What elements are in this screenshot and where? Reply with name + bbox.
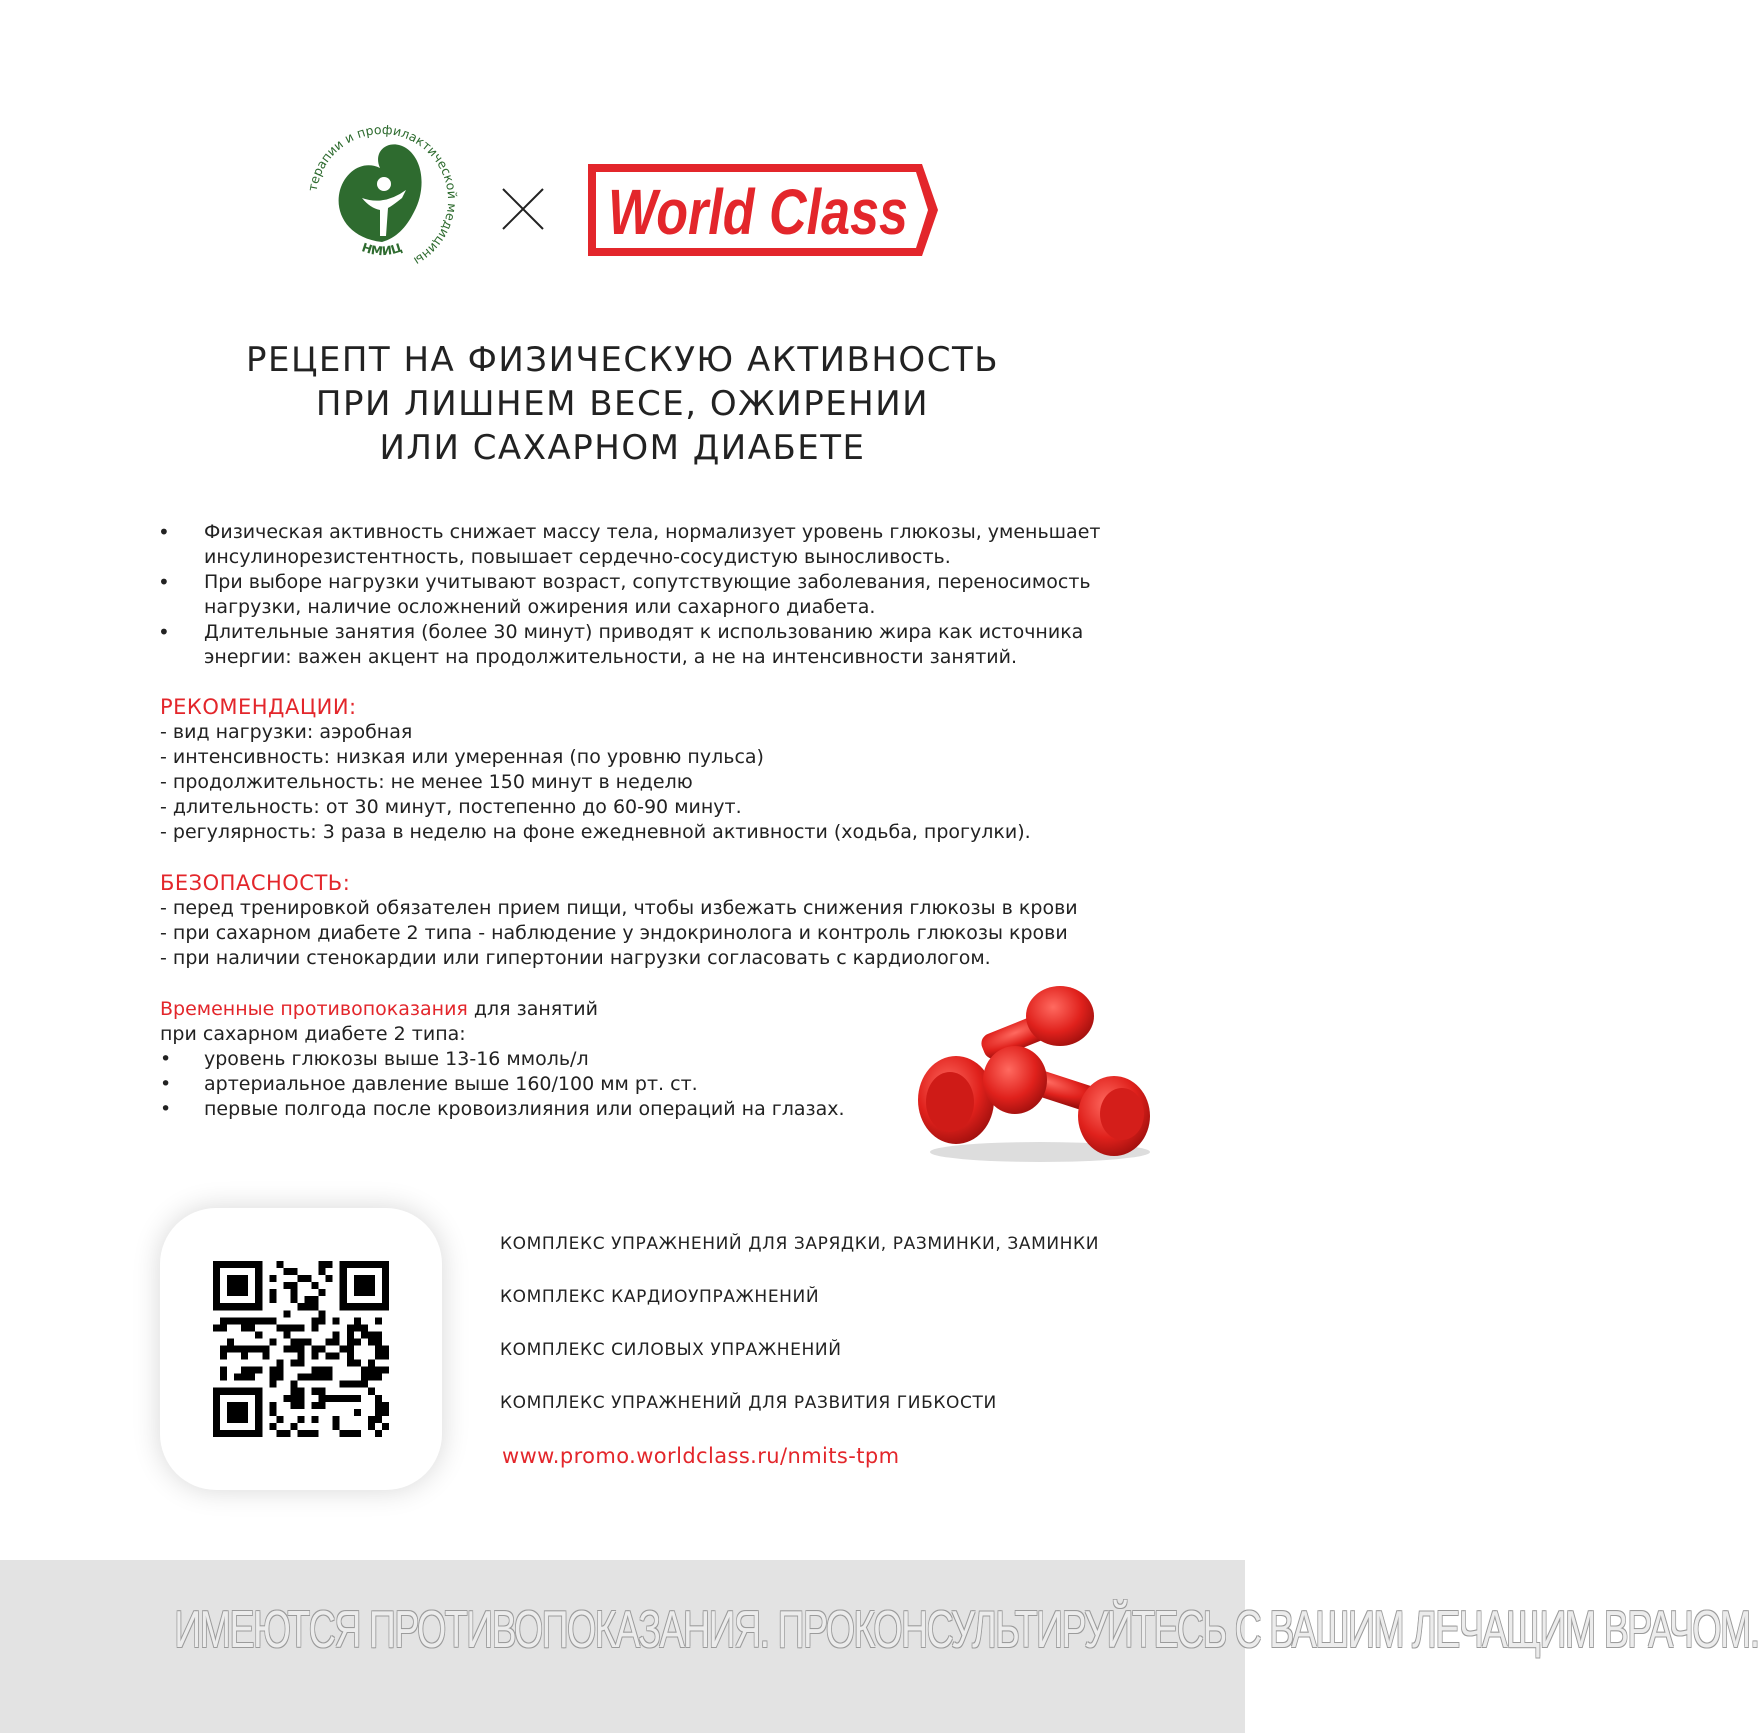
- contraindications-heading-line2: при сахарном диабете 2 типа:: [160, 1023, 466, 1045]
- intro-bullet: • Длительные занятия (более 30 минут) приводят к использованию жира как источника энергии: важен акцент на продолжительности, а не на интенсивности занятий.: [158, 620, 1108, 670]
- footer-band: [0, 1560, 1759, 1733]
- safety-heading: БЕЗОПАСНОСТЬ:: [160, 871, 351, 895]
- contraindications-heading-red: Временные противопоказания: [160, 998, 468, 1020]
- exercise-links: [500, 1232, 1140, 1444]
- contraindications-heading: [160, 997, 880, 1022]
- qr-card: [160, 1208, 442, 1490]
- worldclass-logo: [582, 160, 942, 260]
- link-warmup-complex[interactable]: КОМПЛЕКС УПРАЖНЕНИЙ ДЛЯ ЗАРЯДКИ, РАЗМИНКИ, ЗАМИНКИ: [500, 1234, 1100, 1254]
- qr-code[interactable]: [213, 1261, 389, 1437]
- link-flexibility-complex[interactable]: КОМПЛЕКС УПРАЖНЕНИЙ ДЛЯ РАЗВИТИЯ ГИБКОСТИ: [500, 1393, 997, 1413]
- safety-item: - при наличии стенокардии или гипертонии нагрузки согласовать с кардиологом.: [160, 947, 991, 969]
- title-line-3: ИЛИ САХАРНОМ ДИАБЕТЕ: [379, 428, 866, 468]
- contraindication-item: • первые полгода после кровоизлияния или операций на глазах.: [160, 1097, 880, 1122]
- logo-header: [0, 120, 1245, 290]
- contraindications-heading-rest: для занятий: [467, 998, 598, 1020]
- link-cardio-complex[interactable]: КОМПЛЕКС КАРДИОУПРАЖНЕНИЙ: [500, 1287, 820, 1307]
- safety-section: [160, 870, 1110, 971]
- link-strength-complex[interactable]: КОМПЛЕКС СИЛОВЫХ УПРАЖНЕНИЙ: [500, 1340, 842, 1360]
- intro-bullet: • Физическая активность снижает массу тела, нормализует уровень глюкозы, уменьшает инсулинорезистентность, повышает сердечно-сосудистую выносливость.: [158, 520, 1108, 570]
- title-line-1: РЕЦЕПТ НА ФИЗИЧЕСКУЮ АКТИВНОСТЬ: [245, 340, 1000, 380]
- footer-disclaimer: ИМЕЮТСЯ ПРОТИВОПОКАЗАНИЯ. ПРОКОНСУЛЬТИРУЙТЕСЬ С ВАШИМ ЛЕЧАЩИМ ВРАЧОМ.: [174, 1601, 1759, 1659]
- nmic-ring-text: терапии и профилактической медицины: [304, 121, 461, 269]
- nmic-logo: [302, 120, 462, 280]
- nmic-bottom-text: НМИЦ: [360, 240, 404, 259]
- contraindication-item: • артериальное давление выше 160/100 мм рт. ст.: [160, 1072, 880, 1097]
- recommendations-section: [160, 694, 1110, 845]
- recommendation-item: - регулярность: 3 раза в неделю на фоне ежедневной активности (ходьба, прогулки).: [160, 821, 1031, 843]
- safety-item: - при сахарном диабете 2 типа - наблюдение у эндокринолога и контроль глюкозы крови: [160, 922, 1068, 944]
- recommendation-item: - вид нагрузки: аэробная: [160, 721, 413, 743]
- intro-bullet: • При выборе нагрузки учитывают возраст, сопутствующие заболевания, переносимость нагрузки, наличие осложнений ожирения или сахарного диабета.: [158, 570, 1108, 620]
- contraindication-item: • уровень глюкозы выше 13-16 ммоль/л: [160, 1047, 880, 1072]
- svg-text:НМИЦ: [360, 240, 404, 258]
- worldclass-logo-text: World Class: [608, 176, 908, 248]
- intro-bullet-list: [158, 520, 1108, 670]
- times-icon: [500, 186, 546, 232]
- promo-url[interactable]: www.promo.worldclass.ru/nmits-tpm: [502, 1444, 900, 1468]
- recommendation-item: - интенсивность: низкая или умеренная (по уровню пульса): [160, 746, 764, 768]
- recommendations-heading: РЕКОМЕНДАЦИИ:: [160, 695, 357, 719]
- title-line-2: ПРИ ЛИШНЕМ ВЕСЕ, ОЖИРЕНИИ: [315, 384, 930, 424]
- recommendation-item: - длительность: от 30 минут, постепенно до 60-90 минут.: [160, 796, 742, 818]
- contraindications-section: [160, 997, 880, 1122]
- dumbbells-image: [900, 980, 1160, 1170]
- recommendation-item: - продолжительность: не менее 150 минут в неделю: [160, 771, 693, 793]
- page-title: [0, 338, 1245, 470]
- safety-item: - перед тренировкой обязателен прием пищи, чтобы избежать снижения глюкозы в крови: [160, 897, 1078, 919]
